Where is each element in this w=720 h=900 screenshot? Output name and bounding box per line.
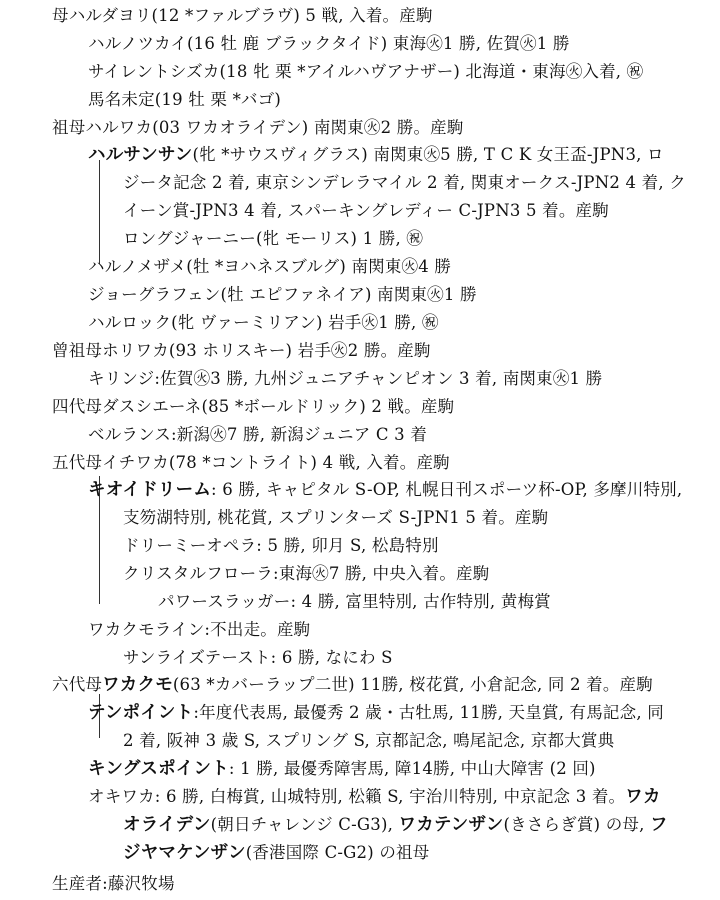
offspring-line: サイレントシズカ(18 牝 栗 *アイルハヴアナザー) 北海道・東海㊋入着, ㊗ xyxy=(88,62,644,81)
offspring-line: ベルランス:新潟㊋7 勝, 新潟ジュニア C 3 着 xyxy=(88,425,428,444)
offspring-line: ハルノメザメ(牡 *ヨハネスブルグ) 南関東㊋4 勝 xyxy=(88,257,452,276)
notable-offspring-line: テンポイント:年度代表馬, 最優秀 2 歳・古牡馬, 11勝, 天皇賞, 有馬記念, 同 xyxy=(88,703,664,723)
offspring-line: ドリーミーオペラ: 5 勝, 卯月 S, 松島特別 xyxy=(123,536,439,555)
offspring-line: ハルノツカイ(16 牡 鹿 ブラックタイド) 東海㊋1 勝, 佐賀㊋1 勝 xyxy=(88,34,570,53)
horse-name-bold: テンポイント xyxy=(88,703,194,723)
horse-name-bold: ワカ xyxy=(625,787,661,807)
continuation-line: ジヤマケンザン(香港国際 C-G2) の祖母 xyxy=(123,843,430,863)
horse-name-bold: キングスポイント xyxy=(88,759,229,779)
horse-name-bold: キオイドリーム xyxy=(88,480,212,500)
great-granddam-line: 曾祖母ホリワカ(93 ホリスキー) 岩手㊋2 勝。産駒 xyxy=(52,341,431,360)
offspring-line: ジョーグラフェン(牡 エピファネイア) 南関東㊋1 勝 xyxy=(88,285,477,304)
horse-name-bold: ハルサンサン xyxy=(88,145,193,165)
breeder-line: 生産者:藤沢牧場 xyxy=(52,874,175,893)
offspring-line: パワースラッガー: 4 勝, 富里特別, 古作特別, 黄梅賞 xyxy=(158,592,551,611)
continuation-line: 支笏湖特別, 桃花賞, スプリンターズ S-JPN1 5 着。産駒 xyxy=(123,508,549,527)
horse-name-bold: ジヤマケンザン xyxy=(123,843,246,863)
continuation-line: 2 着, 阪神 3 歳 S, スプリング S, 京都記念, 鳴尾記念, 京都大賞典 xyxy=(123,731,615,750)
granddam-line: 祖母ハルワカ(03 ワカオライデン) 南関東㊋2 勝。産駒 xyxy=(52,118,464,137)
dam-line: 母ハルダヨリ(12 *ファルブラヴ) 5 戦, 入着。産駒 xyxy=(52,6,433,25)
fifth-dam-line: 五代母イチワカ(78 *コントライト) 4 戦, 入着。産駒 xyxy=(52,453,450,472)
offspring-line: クリスタルフローラ:東海㊋7 勝, 中央入着。産駒 xyxy=(123,564,490,583)
continuation-line: イーン賞-JPN3 4 着, スパーキングレディー C-JPN3 5 着。産駒 xyxy=(123,201,609,220)
family-bracket-line xyxy=(99,160,100,264)
offspring-line: ワカクモライン:不出走。産駒 xyxy=(88,620,311,639)
notable-offspring-line: キオイドリーム: 6 勝, キャピタル S-OP, 札幌日刊スポーツ杯-OP, 多摩川特別, xyxy=(88,480,683,500)
horse-name-bold: フ xyxy=(650,815,668,835)
continuation-line: オライデン(朝日チャレンジ C-G3), ワカテンザン(きさらぎ賞) の母, フ xyxy=(123,815,668,835)
continuation-line: ジータ記念 2 着, 東京シンデレラマイル 2 着, 関東オークス-JPN2 4 着, ク xyxy=(123,173,686,192)
horse-name-bold: ワカクモ xyxy=(102,675,173,695)
sixth-dam-line: 六代母ワカクモ(63 *カバーラップ二世) 11勝, 桜花賞, 小倉記念, 同 2 着。産駒 xyxy=(52,675,653,695)
offspring-line: オキワカ: 6 勝, 白梅賞, 山城特別, 松籟 S, 宇治川特別, 中京記念 3 着。ワカ xyxy=(88,787,661,807)
horse-name-bold: ワカテンザン xyxy=(398,815,504,835)
fourth-dam-line: 四代母ダスシエーネ(85 *ボールドリック) 2 戦。産駒 xyxy=(52,397,455,416)
offspring-line: キリンジ:佐賀㊋3 勝, 九州ジュニアチャンピオン 3 着, 南関東㊋1 勝 xyxy=(88,369,603,388)
notable-offspring-line: キングスポイント: 1 勝, 最優秀障害馬, 障14勝, 中山大障害 (2 回) xyxy=(88,759,596,779)
offspring-line: ハルロック(牝 ヴァーミリアン) 岩手㊋1 勝, ㊗ xyxy=(88,313,439,332)
offspring-line: 馬名未定(19 牡 栗 *バゴ) xyxy=(88,90,282,109)
offspring-line: サンライズテースト: 6 勝, なにわ S xyxy=(123,648,393,667)
notable-offspring-line: ハルサンサン(牝 *サウスヴィグラス) 南関東㊋5 勝, T C K 女王盃-JPN3, ロ xyxy=(88,145,664,165)
horse-name-bold: オライデン xyxy=(123,815,211,835)
offspring-line: ロングジャーニー(牝 モーリス) 1 勝, ㊗ xyxy=(123,229,424,248)
